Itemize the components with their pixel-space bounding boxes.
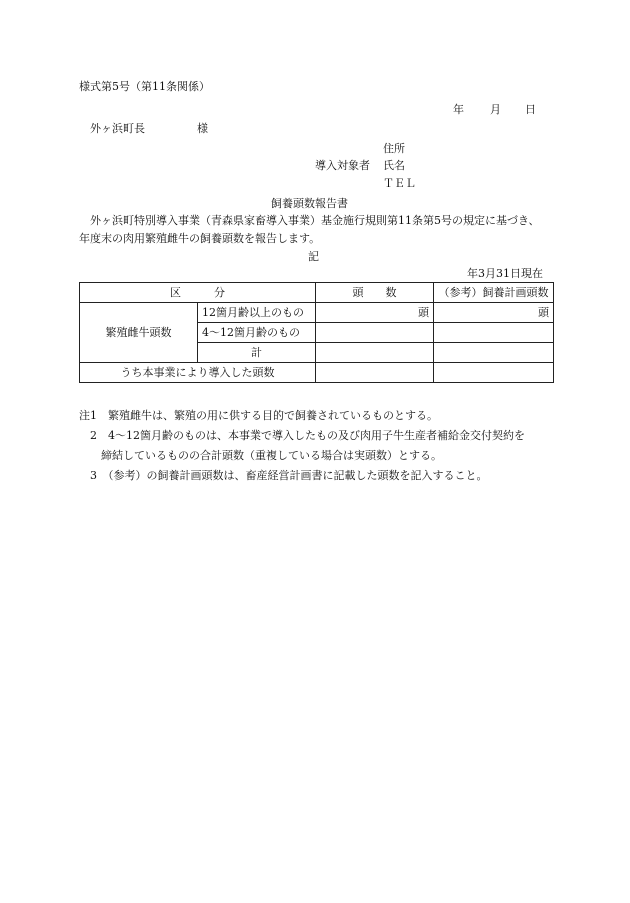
document-title: 飼養頭数報告書 — [271, 197, 348, 210]
row-label-total: 計 — [198, 343, 316, 363]
name-label: 氏名 — [383, 159, 405, 172]
plan-cell[interactable] — [434, 323, 554, 343]
body-text-line-2: 年度末の肉用繁殖雌牛の飼養頭数を報告します。 — [79, 232, 321, 245]
plan-cell[interactable]: 頭 — [434, 303, 554, 323]
form-number: 様式第5号（第11条関係） — [79, 80, 210, 93]
plan-cell[interactable] — [434, 363, 554, 383]
note-2-line-2: 締結しているものの合計頭数（重複している場合は実頭数）とする。 — [79, 449, 442, 462]
count-cell[interactable] — [316, 343, 434, 363]
date-year-label: 年 — [453, 103, 464, 116]
date-day-label: 日 — [525, 103, 536, 116]
plan-cell[interactable] — [434, 343, 554, 363]
table-header-row — [80, 283, 554, 303]
address-label: 住所 — [383, 142, 405, 155]
table-row — [80, 363, 554, 383]
as-of-date: 年3月31日現在 — [467, 267, 543, 280]
count-cell[interactable] — [316, 323, 434, 343]
recipient-honorific: 様 — [197, 122, 208, 135]
table-row — [80, 303, 554, 323]
head-count-table — [79, 282, 554, 383]
header-head-count: 頭 数 — [316, 283, 434, 303]
count-cell[interactable] — [316, 363, 434, 383]
row-label: 12箇月齢以上のもの — [198, 303, 316, 323]
date-month-label: 月 — [490, 103, 501, 116]
applicant-role-label: 導入対象者 — [315, 159, 370, 172]
group-label: 繁殖雌牛頭数 — [80, 303, 198, 363]
note-3: 3 （参考）の飼養計画頭数は、畜産経営計画書に記載した頭数を記入すること。 — [79, 469, 488, 482]
header-planned-count: （参考）飼養計画頭数 — [434, 283, 554, 303]
note-1: 注1 繁殖雌牛は、繁殖の用に供する目的で飼養されているものとする。 — [79, 409, 438, 422]
note-2-line-1: 2 4～12箇月齢のものは、本事業で導入したもの及び肉用子牛生産者補給金交付契約を — [79, 429, 525, 442]
tel-label: ＴＥＬ — [383, 177, 416, 190]
ki-heading: 記 — [308, 250, 319, 263]
count-cell[interactable]: 頭 — [316, 303, 434, 323]
header-category: 区 分 — [80, 283, 316, 303]
notes-section — [79, 406, 559, 486]
row-label-introduced: うち本事業により導入した頭数 — [80, 363, 316, 383]
recipient: 外ヶ浜町長 — [90, 122, 145, 135]
row-label: 4～12箇月齢のもの — [198, 323, 316, 343]
body-text-line-1: 外ヶ浜町特別導入事業（青森県家畜導入事業）基金施行規則第11条第5号の規定に基づき、 — [90, 214, 540, 227]
